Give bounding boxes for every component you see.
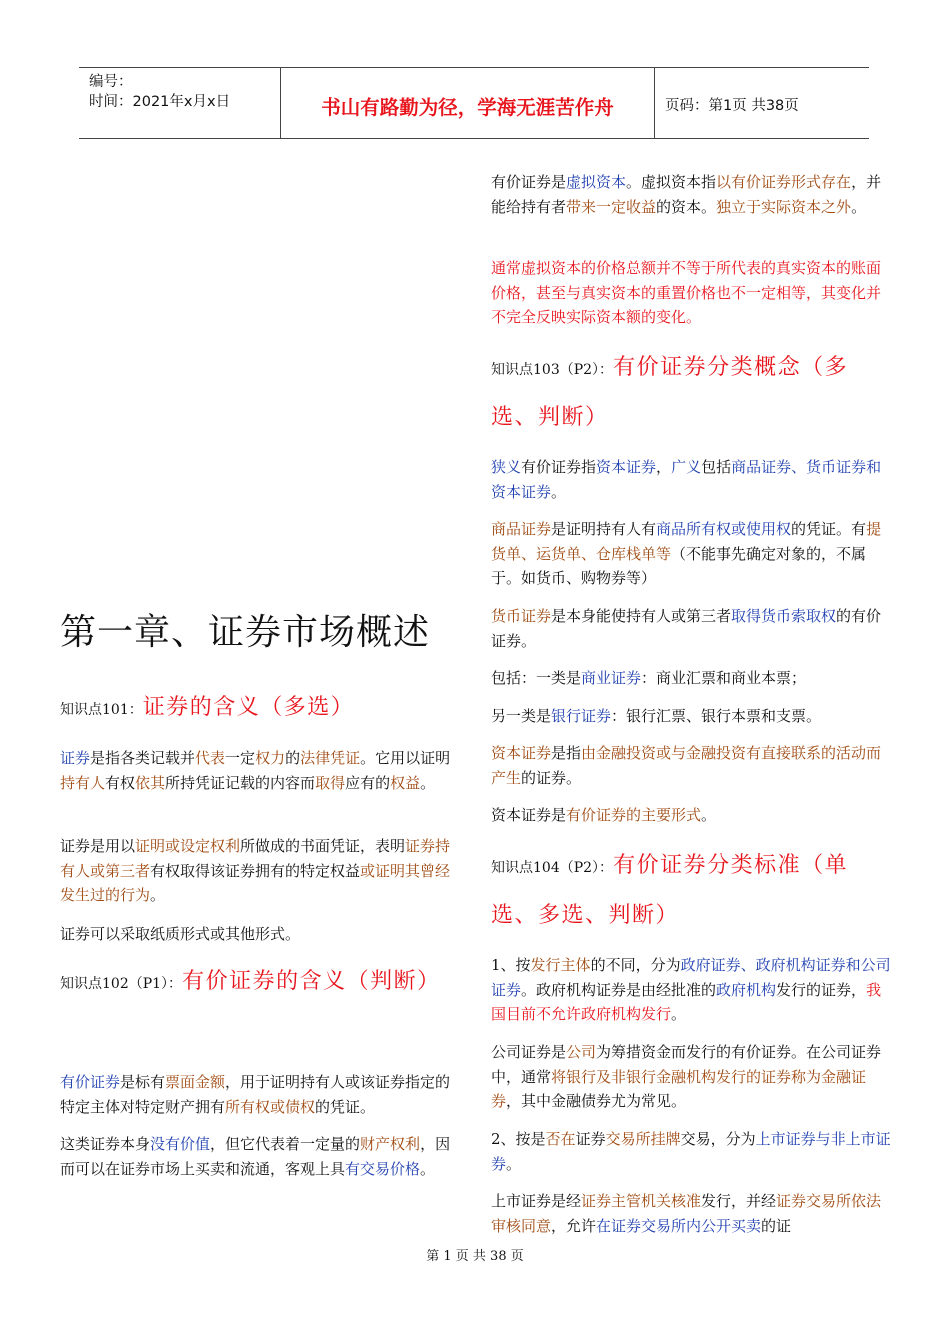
text-run: 独立于实际资本之外 [716,197,852,216]
text-run: 持有人 [60,773,106,792]
paragraph [491,256,891,330]
text-run: 有交易价格 [345,1159,421,1178]
text-run: 资本证券 [596,458,657,476]
paragraph [491,741,891,790]
text-run: ，因而可以在证券市场上买卖和流通，客观上具 [60,1135,451,1178]
text-run: 交易，分为 [680,1130,756,1148]
text-run: 公司证券是 [491,1043,567,1061]
header-meta [79,68,281,138]
text-run: 。政府机构证券是由经批准的 [521,980,717,999]
text-run: 商品证券、货币证券和资本证券 [491,458,882,501]
text-run: 。 [420,1159,436,1178]
text-run: 发行的证券， [776,980,867,999]
text-run: 交易所挂牌 [605,1130,681,1148]
paragraph [491,704,891,729]
text-run: 这类证券本身 [60,1135,151,1153]
text-run: ，其中金融债券尤为常见。 [506,1092,687,1110]
text-run: 政府证券、政府机构证券和公司证券 [491,956,891,999]
text-run: 证明或设定权利 [135,837,241,855]
paragraph [491,604,891,653]
knowledge-point-103: 知识点103（P2）：有价证券分类概念（多选、判断） [491,355,849,430]
text-run: 上市证券是经 [491,1192,582,1210]
text-run: 的证券。 [521,768,582,787]
paragraph [60,1132,460,1181]
text-run: ：商业汇票和商业本票； [641,669,807,687]
text-run: 上市证券与非上市证券 [491,1130,891,1173]
text-run: 或证明其曾经发生过的行为 [60,861,451,904]
text-run: 包括 [701,458,732,476]
text-run: 票面金额 [165,1073,226,1091]
text-run: 所持凭证记载的内容而 [165,773,316,792]
paragraph [491,953,891,1027]
text-run: 是标有 [120,1073,166,1091]
text-run: 包括：一类是 [491,669,582,687]
text-run: 法律凭证 [300,749,361,767]
header-page-info: 页码：第1页 共38页 [665,97,799,114]
text-run: ，用于证明持有人或该证券指定的特定主体对特定财产拥有 [60,1073,451,1116]
text-run: 为筹措资金而发行的有价证券。在公司证券中，通常 [491,1043,882,1086]
text-run: 通常虚拟资本的价格总额并不等于所代表的真实资本的账面价格，甚至与真实资本的重置价格也不一定相等，其变化并不完全反映实际资本额的变化。 [491,259,882,326]
text-run: 广义 [671,458,702,476]
text-run: 证券可以采取纸质形式或其他形式。 [60,925,301,943]
text-run: 有权 [105,773,136,792]
text-run: 以有价证券形式存在 [716,173,852,191]
text-run: 取得 [315,773,346,792]
header-date: 时间：2021年x月x日 [89,94,231,110]
text-run: 财产权利 [360,1135,421,1153]
text-run: （不能事先确定对象的，不属于。如货币、购物券等） [491,544,867,587]
knowledge-point-102: 知识点102（P1）：有价证券的含义（判断） [60,969,441,994]
text-run: 。 [701,806,717,824]
text-run: 。 [671,1005,687,1023]
text-run: 的有价证券。 [491,607,882,650]
text-run: 货币证券 [491,607,552,625]
paragraph [491,803,891,828]
text-run: 。 [851,197,867,216]
header-motto: 书山有路勤为径，学海无涯苦作舟 [281,68,655,138]
text-run: 的凭证。有 [791,520,867,538]
text-run: 是证明持有人有 [551,520,657,538]
text-run: 。 [420,773,436,792]
text-run: 商业证券 [581,669,642,687]
page-header [79,67,869,139]
header-number: 编号： [89,74,133,90]
text-run: 权益 [390,773,421,792]
text-run: 发行主体 [530,956,591,974]
text-run: 将银行及非银行金融机构发行的证券称为金融证券 [491,1067,867,1110]
text-run: 。虚拟资本指 [626,173,717,191]
text-run: 狭义 [491,458,522,476]
text-run: 依其 [135,773,166,792]
text-run: 证券主管机关核准 [581,1192,702,1210]
knowledge-point-101: 知识点101：证券的含义（多选） [60,695,355,720]
text-run: 政府机构 [716,980,777,999]
text-run: 发行，并经 [701,1192,777,1210]
text-run: 商品证券 [491,520,552,538]
text-run: 没有价值 [150,1135,211,1153]
text-run: 应有的 [345,773,391,792]
text-run: 资本证券 [491,744,552,762]
text-run: 。它用以证明 [360,749,451,767]
text-run: ，但它代表着一定量的 [210,1135,361,1153]
text-run: 的凭证。 [315,1097,376,1116]
text-run: ，并能给持有者 [491,173,882,216]
text-run: 一定 [225,749,256,767]
text-run: 证券是用以 [60,837,136,855]
text-run: 证券 [575,1130,606,1148]
text-run: 证券持有人或第三者 [60,837,451,880]
text-run: 公司 [566,1043,597,1061]
text-run: 有价证券是 [491,173,567,191]
text-run: 虚拟资本 [566,173,627,191]
text-run: 的不同，分为 [590,956,681,974]
text-run: 的资本。 [656,197,717,216]
text-run: 有权取得该证券拥有的特定权益 [150,861,361,880]
text-run: 由金融投资或与金融投资有直接联系的活动而产生 [491,744,882,787]
text-run: 代表 [195,749,226,767]
paragraph [491,1040,891,1114]
text-run: 商品所有权或使用权 [656,520,792,538]
text-run: 否在 [545,1130,576,1148]
text-run: 的 [285,749,301,767]
paragraph [491,455,891,504]
text-run: 证券 [60,749,91,767]
paragraph [491,1189,891,1238]
text-run: 1、按 [491,956,531,974]
text-run: 有价证券 [60,1073,121,1091]
paragraph [60,746,460,795]
chapter-title: 第一章、证券市场概述 [60,612,431,653]
paragraph [60,1070,460,1119]
text-run: 提货单、运货单、仓库栈单等 [491,520,882,563]
text-run: 是指 [551,744,582,762]
paragraph [60,834,460,908]
text-run: 。 [150,886,166,904]
text-run: ，允许 [551,1216,597,1235]
text-run: 有价证券指 [521,458,597,476]
text-run: 证券交易所依法审核同意 [491,1192,882,1235]
text-run: 带来一定收益 [566,197,657,216]
text-run: 在证券交易所内公开买卖 [596,1216,762,1235]
text-run: ， [656,458,672,476]
paragraph [60,922,460,947]
text-run: 所做成的书面凭证，表明 [240,837,406,855]
text-run: 的证 [761,1216,792,1235]
text-run: 是指各类记载并 [90,749,196,767]
text-run: 是本身能使持有人或第三者 [551,607,732,625]
paragraph [491,1127,891,1176]
paragraph [491,517,891,591]
text-run: 2、按是 [491,1130,546,1148]
text-run: 所有权或债权 [225,1097,316,1116]
text-run: 资本证券是 [491,806,567,824]
text-run: 银行证券 [551,707,612,725]
text-run: 我国目前不允许政府机构发行 [491,980,882,1023]
text-run: ：银行汇票、银行本票和支票。 [611,707,822,725]
knowledge-point-104: 知识点104（P2）：有价证券分类标准（单选、多选、判断） [491,853,849,928]
text-run: 。 [551,482,567,501]
text-run: 有价证券的主要形式 [566,806,702,824]
paragraph [491,170,891,219]
text-run: 权力 [255,749,286,767]
paragraph [491,666,891,691]
text-run: 。 [506,1154,522,1173]
page-footer: 第 1 页 共 38 页 [426,1249,524,1264]
text-run: 取得货币索取权 [731,607,837,625]
text-run: 另一类是 [491,707,552,725]
